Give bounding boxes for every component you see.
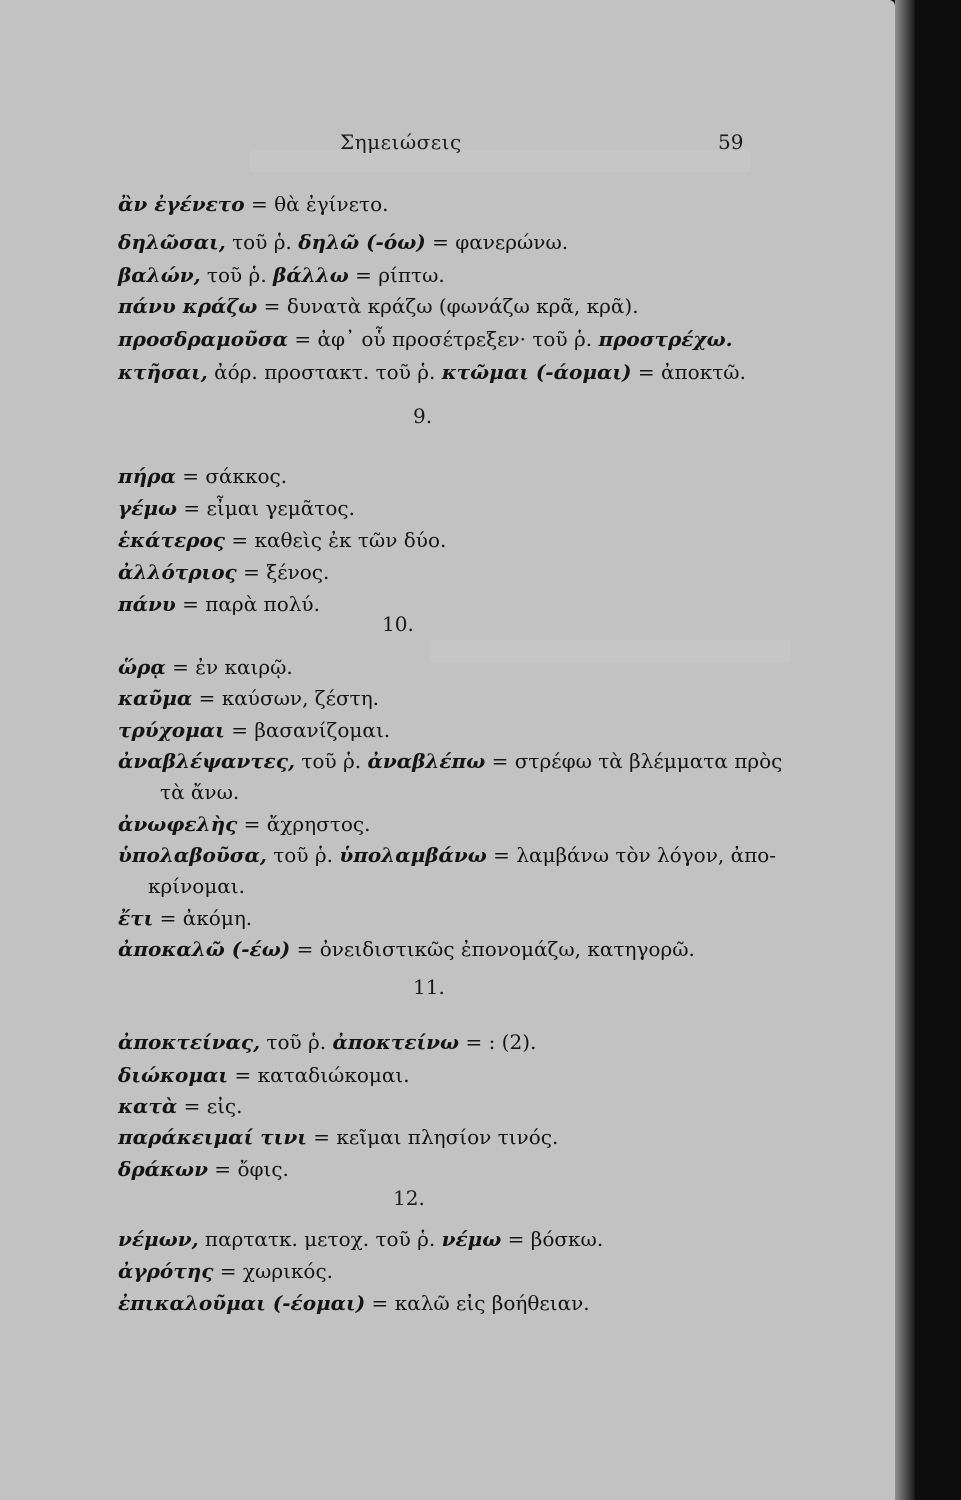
verb-reference: τοῦ ῥ.	[266, 843, 340, 867]
gloss-entry	[118, 1227, 603, 1251]
equals-sign: =	[501, 1227, 531, 1251]
section-number: 12.	[393, 1186, 425, 1210]
equals-sign: =	[175, 592, 206, 616]
root-verb: προστρέχω.	[598, 327, 733, 351]
verb-reference: τοῦ ῥ.	[260, 1030, 333, 1054]
verb-reference: τοῦ ῥ.	[200, 263, 274, 287]
gloss-entry	[118, 1063, 410, 1087]
gloss-entry	[118, 812, 370, 836]
gloss-entry	[118, 263, 445, 287]
gloss-text: θὰ ἐγίνετο.	[274, 192, 389, 216]
gloss-entry	[118, 906, 252, 930]
gloss-text: βασανίζομαι.	[254, 718, 391, 742]
lemma: ἂν ἐγένετο	[118, 192, 245, 216]
verb-reference: τοῦ ῥ.	[225, 230, 299, 254]
equals-sign: =	[237, 812, 267, 836]
page-number: 59	[718, 130, 744, 154]
equals-sign: =	[224, 718, 255, 742]
lemma: κτῆσαι,	[118, 360, 208, 384]
equals-sign: =	[228, 1063, 258, 1087]
equals-sign: =	[177, 1094, 207, 1118]
lemma: προσδραμοῦσα	[118, 327, 289, 351]
lemma: ἀναβλέψαντες,	[118, 749, 295, 773]
root-verb: ἀναβλέπω	[367, 749, 486, 773]
gloss-text: στρέφω τὰ βλέμματα πρὸς	[514, 749, 783, 773]
lemma: πάνυ κράζω	[118, 294, 258, 318]
lemma: ἀνωφελὴς	[118, 812, 238, 836]
lemma: ἔτι	[118, 906, 154, 930]
lemma: καῦμα	[118, 686, 193, 710]
gloss-text: : (2).	[488, 1030, 537, 1054]
gloss-text: ἀκόμη.	[182, 906, 253, 930]
gloss-entry	[118, 686, 379, 710]
verb-reference: τοῦ ῥ.	[294, 749, 368, 773]
gloss-text: ἐν καιρῷ.	[195, 655, 293, 679]
gloss-entry	[118, 230, 568, 254]
equals-sign: =	[177, 496, 207, 520]
lemma: πάνυ	[118, 592, 176, 616]
gloss-entry	[118, 496, 355, 520]
gloss-text: ξένος.	[266, 560, 330, 584]
gloss-text: καθεὶς ἐκ τῶν δύο.	[254, 528, 447, 552]
equals-sign: =	[459, 1030, 489, 1054]
gloss-text: καλῶ εἰς βοήθειαν.	[394, 1291, 590, 1315]
equals-sign: =	[236, 560, 267, 584]
gloss-entry	[118, 528, 446, 552]
lemma: δράκων	[118, 1157, 208, 1181]
lemma: ἀγρότης	[118, 1259, 214, 1283]
gloss-entry	[118, 294, 639, 318]
gloss-text: ἀφ᾽ οὗ προσέτρεξεν· τοῦ ῥ.	[317, 327, 599, 351]
gloss-entry	[118, 843, 776, 867]
gloss-entry	[118, 1030, 536, 1054]
gloss-text: καταδιώκομαι.	[257, 1063, 410, 1087]
gloss-entry	[118, 560, 329, 584]
lemma: ἀλλότριος	[118, 560, 237, 584]
gloss-entry	[118, 749, 782, 773]
equals-sign: =	[290, 937, 320, 961]
root-verb: βάλλω	[273, 263, 349, 287]
equals-sign: =	[244, 192, 275, 216]
equals-sign: =	[207, 1157, 238, 1181]
running-title: Σημειώσεις	[340, 130, 462, 154]
root-verb: ὑπολαμβάνω	[339, 843, 487, 867]
equals-sign: =	[257, 294, 287, 318]
equals-sign: =	[425, 230, 456, 254]
gloss-text: εἶμαι γεμᾶτος.	[206, 496, 355, 520]
section-number: 10.	[382, 612, 414, 636]
lemma: διώκομαι	[118, 1063, 229, 1087]
equals-sign: =	[288, 327, 318, 351]
equals-sign: =	[486, 843, 517, 867]
equals-sign: =	[213, 1259, 243, 1283]
gloss-continuation: κρίνομαι.	[148, 874, 246, 898]
lemma: ἑκάτερος	[118, 528, 225, 552]
gloss-text: χωρικός.	[242, 1259, 334, 1283]
gloss-text: καύσων, ζέστη.	[221, 686, 380, 710]
gloss-entry	[118, 937, 695, 961]
gloss-text: λαμβάνω τὸν λόγον, ἀπο-	[516, 843, 777, 867]
gloss-text: ὄφις.	[237, 1157, 289, 1181]
page-edge	[895, 0, 915, 1500]
gloss-text: βόσκω.	[530, 1227, 604, 1251]
lemma: κατὰ	[118, 1094, 178, 1118]
equals-sign: =	[365, 1291, 395, 1315]
root-verb: δηλῶ (-όω)	[298, 230, 426, 254]
gloss-text: ἄχρηστος.	[266, 812, 371, 836]
section-number: 9.	[413, 404, 433, 428]
equals-sign: =	[348, 263, 379, 287]
lemma: ἀποκτείνας,	[118, 1030, 261, 1054]
lemma: ἐπικαλοῦμαι (-έομαι)	[118, 1291, 366, 1315]
gloss-entry	[118, 464, 287, 488]
gloss-entry	[118, 718, 390, 742]
equals-sign: =	[175, 464, 206, 488]
gloss-text: ὀνειδιστικῶς ἐπονομάζω, κατηγορῶ.	[319, 937, 695, 961]
verb-reference: παρτατκ. μετοχ. τοῦ ῥ.	[198, 1227, 442, 1251]
gloss-entry	[118, 327, 733, 351]
lemma: βαλών,	[118, 263, 201, 287]
lemma: πήρα	[118, 464, 176, 488]
gloss-text: ἀποκτῶ.	[661, 360, 746, 384]
gloss-entry	[118, 1125, 558, 1149]
gloss-entry	[118, 1157, 289, 1181]
equals-sign: =	[631, 360, 661, 384]
equals-sign: =	[306, 1125, 337, 1149]
gloss-text: ρίπτω.	[378, 263, 445, 287]
gloss-text: φανερώνω.	[455, 230, 569, 254]
gloss-text: δυνατὰ κράζω (φωνάζω κρᾶ, κρᾶ).	[286, 294, 639, 318]
equals-sign: =	[153, 906, 183, 930]
gloss-text: εἰς.	[206, 1094, 243, 1118]
equals-sign: =	[485, 749, 515, 773]
gloss-entry	[118, 1259, 333, 1283]
equals-sign: =	[165, 655, 196, 679]
lemma: τρύχομαι	[118, 718, 225, 742]
equals-sign: =	[224, 528, 255, 552]
gloss-entry	[118, 192, 389, 216]
lemma: δηλῶσαι,	[118, 230, 226, 254]
gloss-text: σάκκος.	[205, 464, 288, 488]
root-verb: ἀποκτείνω	[332, 1030, 460, 1054]
gloss-entry	[118, 592, 320, 616]
equals-sign: =	[192, 686, 222, 710]
root-verb: κτῶμαι (-άομαι)	[441, 360, 632, 384]
lemma: γέμω	[118, 496, 178, 520]
gloss-text: παρὰ πολύ.	[205, 592, 320, 616]
lemma: νέμων,	[118, 1227, 199, 1251]
lemma: παράκειμαί τινι	[118, 1125, 307, 1149]
section-number: 11.	[413, 975, 445, 999]
gloss-entry	[118, 655, 293, 679]
gloss-continuation: τὰ ἄνω.	[160, 780, 240, 804]
verb-reference: ἀόρ. προστακτ. τοῦ ῥ.	[207, 360, 442, 384]
gloss-entry	[118, 1291, 590, 1315]
gloss-entry	[118, 360, 746, 384]
gloss-entry	[118, 1094, 242, 1118]
gloss-text: κεῖμαι πλησίον τινός.	[336, 1125, 559, 1149]
root-verb: νέμω	[441, 1227, 502, 1251]
lemma: ὥρᾳ	[118, 655, 166, 679]
lemma: ὑπολαβοῦσα,	[118, 843, 267, 867]
lemma: ἀποκαλῶ (-έω)	[118, 937, 291, 961]
